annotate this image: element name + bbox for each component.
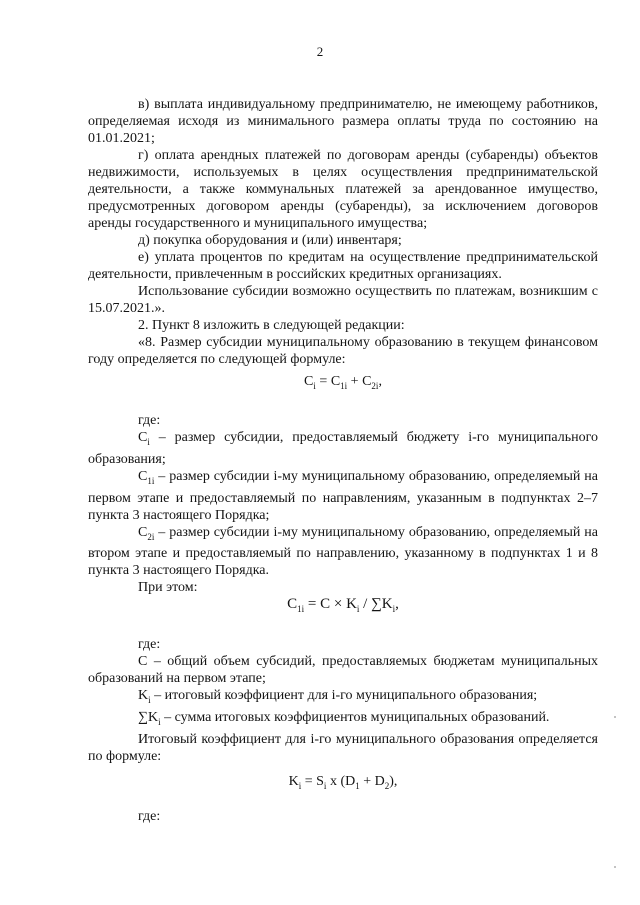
definition-ki: $K_i$ – итоговый коэффициент для i-го муниципального образования; — [138, 688, 538, 705]
formula-ci: $C_i = C_{1i} + C_{2i}$, — [304, 374, 382, 391]
pri-etom: При этом: — [138, 580, 198, 596]
definition-ci: $C_i$ – размер субсидии, предоставляемый бюджету i-го муниципального образования; — [88, 430, 598, 467]
definitions-block-2 — [88, 636, 598, 765]
where-label-2: где: — [138, 637, 161, 652]
scan-speck — [614, 716, 616, 718]
definition-c: C – общий объем субсидий, предоставляемых бюджетам муниципальных образований на первом этапе; — [88, 654, 598, 686]
formula-c1i: $C_{1i} = C \times K_i / \sum K_i$, — [287, 596, 399, 614]
page-number: 2 — [316, 44, 324, 59]
list-items-block — [88, 96, 598, 368]
paragraph-item-e: е) уплата процентов по кредитам на осуществление предпринимательской деятельности, привлеченным в российских кредитных организациях. — [88, 250, 598, 282]
paragraph-point-8: «8. Размер субсидии муниципальному образованию в текущем финансовом году определяется по следующей формуле: — [88, 335, 598, 367]
where-label-3: где: — [138, 809, 161, 824]
where-label: где: — [138, 413, 161, 428]
definitions-block-1 — [88, 412, 598, 596]
formula-ki: $K_i = S_i$ x $(D_1 + D_2)$, — [288, 774, 398, 791]
definition-c2i: $C_{2i}$ – размер субсидии i-му муниципальному образованию, определяемый на втором этапе и предоставляемый по направлению, указанному в подпунктах 1 и 8 пункта 3 настоящего Порядка. — [88, 524, 598, 579]
paragraph-item-v: в) выплата индивидуальному предпринимателю, не имеющему работников, определяемая исходя из минимального размера оплаты труда по состоянию на 01.01.2021; — [88, 97, 598, 146]
definition-sum-ki: $\sum K_i$ – сумма итоговых коэффициентов муниципальных образований. — [138, 709, 550, 727]
paragraph-usage: Использование субсидии возможно осуществить по платежам, возникшим с 15.07.2021.». — [88, 284, 598, 316]
paragraph-item-g: г) оплата арендных платежей по договорам аренды (субаренды) объектов недвижимости, используемых в целях осуществления предпринимательской деятельности, а также коммунальных платежей за арендованное имущество, предусмотренных договором аренды (субаренды), за исключением договоров аренды государственного и муниципального имущества; — [88, 148, 598, 231]
paragraph-item-d: д) покупка оборудования и (или) инвентаря; — [138, 233, 402, 248]
paragraph-point-2: 2. Пункт 8 изложить в следующей редакции: — [138, 318, 405, 333]
scan-speck — [614, 866, 616, 868]
where-block-3 — [88, 808, 598, 825]
paragraph-itog: Итоговый коэффициент для i-го муниципального образования определяется по формуле: — [88, 731, 598, 764]
definition-c1i: $C_{1i}$ – размер субсидии i-му муниципальному образованию, определяемый на первом этапе и предоставляемый по направлениям, указанным в подпунктах 2–7 пункта 3 настоящего Порядка; — [88, 468, 598, 523]
